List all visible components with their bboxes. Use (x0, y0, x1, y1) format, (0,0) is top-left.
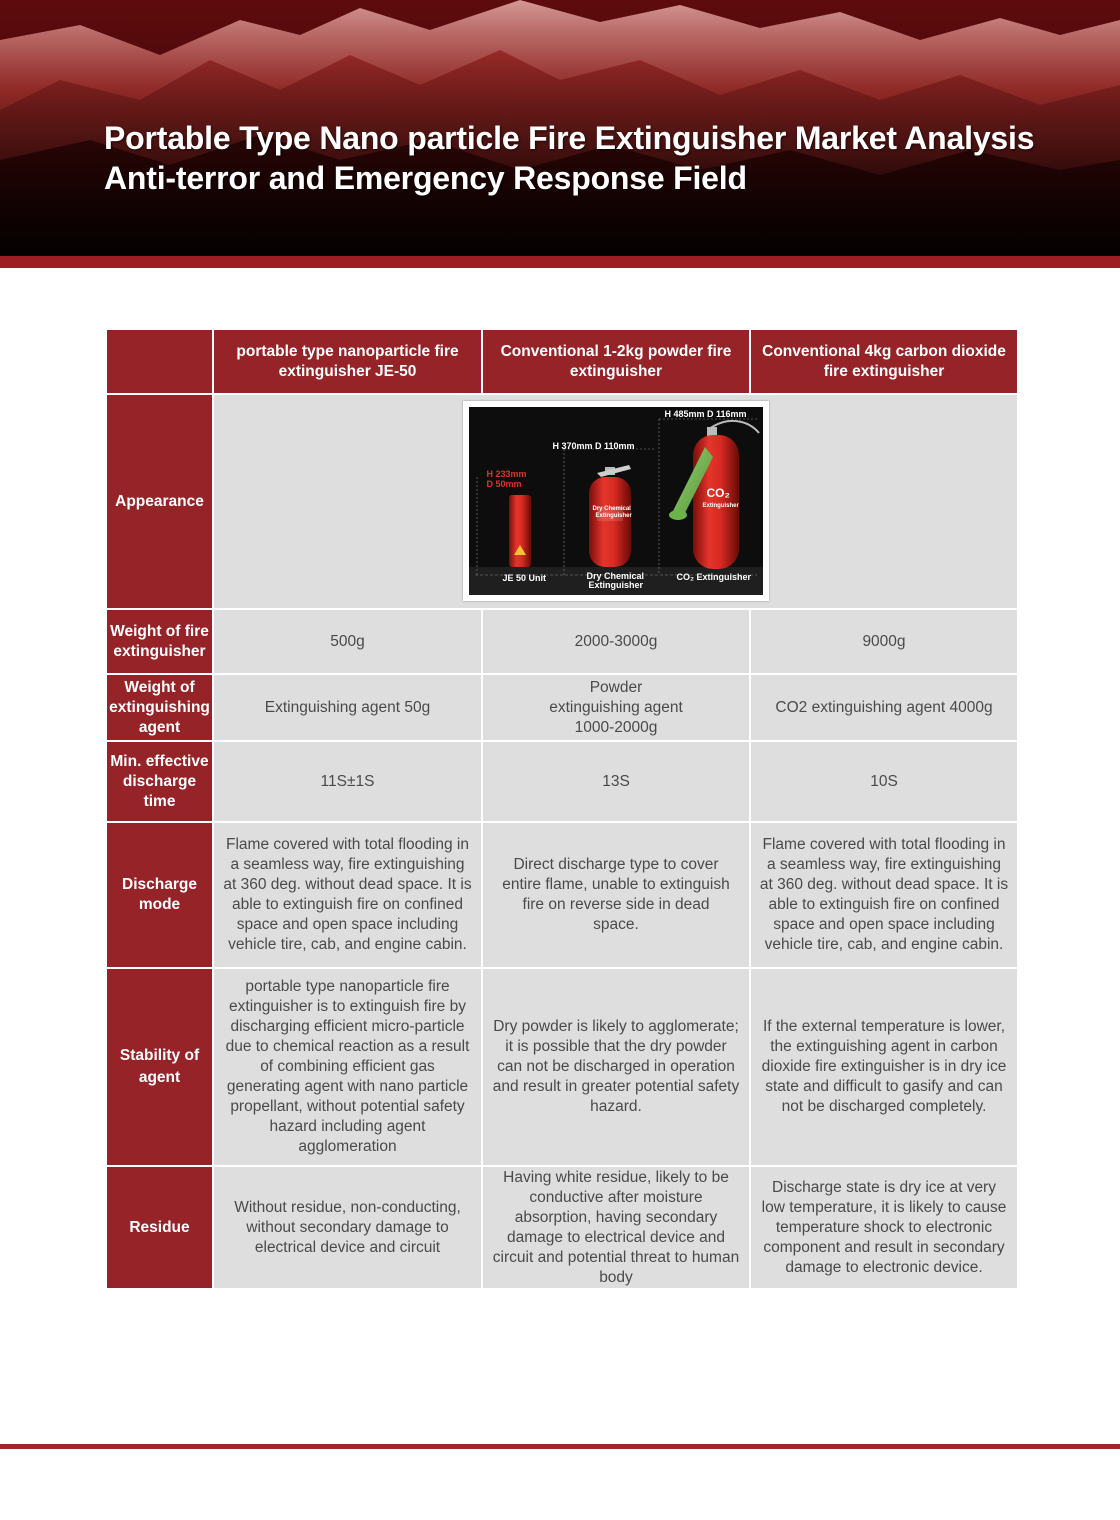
table-cell: 11S±1S (214, 742, 481, 821)
page-title-line2: Anti-terror and Emergency Response Field (104, 160, 747, 196)
photo-label-je50: JE 50 Unit (502, 573, 547, 583)
row-label-weight-agent: Weight of extinguishing agent (107, 675, 212, 740)
footer-divider (0, 1444, 1120, 1449)
page-title-line1: Portable Type Nano particle Fire Extinguisher Market Analysis (104, 120, 1035, 156)
header-banner (0, 0, 1120, 268)
photo-can-label-co2: CO₂ (706, 486, 730, 500)
row-label-discharge-time: Min. effective discharge time (107, 742, 212, 821)
table-cell: 13S (483, 742, 749, 821)
photo-dim-je50-diameter: D 50mm (486, 479, 522, 489)
photo-dim-co2: H 485mm D 116mm (664, 409, 747, 419)
table-cell: Powder extinguishing agent 1000-2000g (483, 675, 749, 740)
appearance-cell (214, 395, 1017, 608)
table-cell: Extinguishing agent 50g (214, 675, 481, 740)
table-cell: Flame covered with total flooding in a seamless way, fire extinguishing at 360 deg. without dead space. It is able to extinguish fire on confined space and open space including vehicle tire, cab, and engine cabin. (214, 823, 481, 967)
table-cell: Flame covered with total flooding in a seamless way, fire extinguishing at 360 deg. without dead space. It is able to extinguish fire on confined space and open space including vehicle tire, cab, and engine cabin. (751, 823, 1017, 967)
table-cell: portable type nanoparticle fire extinguisher is to extinguish fire by discharging efficient micro-particle due to chemical reaction as a result of combining efficient gas generating agent with nano particle propellant, without potential safety hazard including agent agglomeration (214, 969, 481, 1165)
header-divider (0, 256, 1120, 268)
photo-can-label-powder-2: Extinguisher (595, 513, 632, 519)
table-cell: Discharge state is dry ice at very low temperature, it is likely to cause temperature shock to electronic component and result in secondary damage to electronic device. (751, 1167, 1017, 1288)
photo-label-powder-1: Dry Chemical (586, 571, 645, 581)
comparison-table (107, 330, 1013, 1288)
photo-can-label-powder-1: Dry Chemical (592, 506, 631, 512)
row-label-residue: Residue (107, 1167, 212, 1288)
table-cell: Direct discharge type to cover entire flame, unable to extinguish fire on reverse side in dead space. (483, 823, 749, 967)
row-label-discharge-mode: Discharge mode (107, 823, 212, 967)
table-cell: Having white residue, likely to be conductive after moisture absorption, having secondary damage to electrical device and circuit and potential threat to human body (483, 1167, 749, 1288)
table-cell: 10S (751, 742, 1017, 821)
photo-label-powder-2: Extinguisher (588, 580, 644, 590)
table-cell: CO2 extinguishing agent 4000g (751, 675, 1017, 740)
column-header-je50: portable type nanoparticle fire extinguisher JE-50 (214, 330, 481, 393)
row-label-stability: Stability of agent (107, 969, 212, 1165)
table-cell: 500g (214, 610, 481, 673)
column-header-co2: Conventional 4kg carbon dioxide fire extinguisher (751, 330, 1017, 393)
photo-dim-powder: H 370mm D 110mm (552, 441, 635, 451)
photo-dim-je50-height: H 233mm (486, 469, 527, 479)
extinguisher-comparison-photo (463, 401, 769, 601)
column-header-powder: Conventional 1-2kg powder fire extinguisher (483, 330, 749, 393)
table-cell: 2000-3000g (483, 610, 749, 673)
table-cell: 9000g (751, 610, 1017, 673)
table-cell: If the external temperature is lower, the extinguishing agent in carbon dioxide fire extinguisher is in dry ice state and difficult to gasify and can not be discharged completely. (751, 969, 1017, 1165)
photo-can-label-co2-sub: Extinguisher (702, 503, 739, 509)
photo-label-co2: CO₂ Extinguisher (676, 572, 752, 582)
table-corner-cell (107, 330, 212, 393)
table-cell: Without residue, non-conducting, without secondary damage to electrical device and circuit (214, 1167, 481, 1288)
row-label-appearance: Appearance (107, 395, 212, 608)
table-cell: Dry powder is likely to agglomerate; it is possible that the dry powder can not be discharged in operation and result in greater potential safety hazard. (483, 969, 749, 1165)
row-label-weight-extinguisher: Weight of fire extinguisher (107, 610, 212, 673)
